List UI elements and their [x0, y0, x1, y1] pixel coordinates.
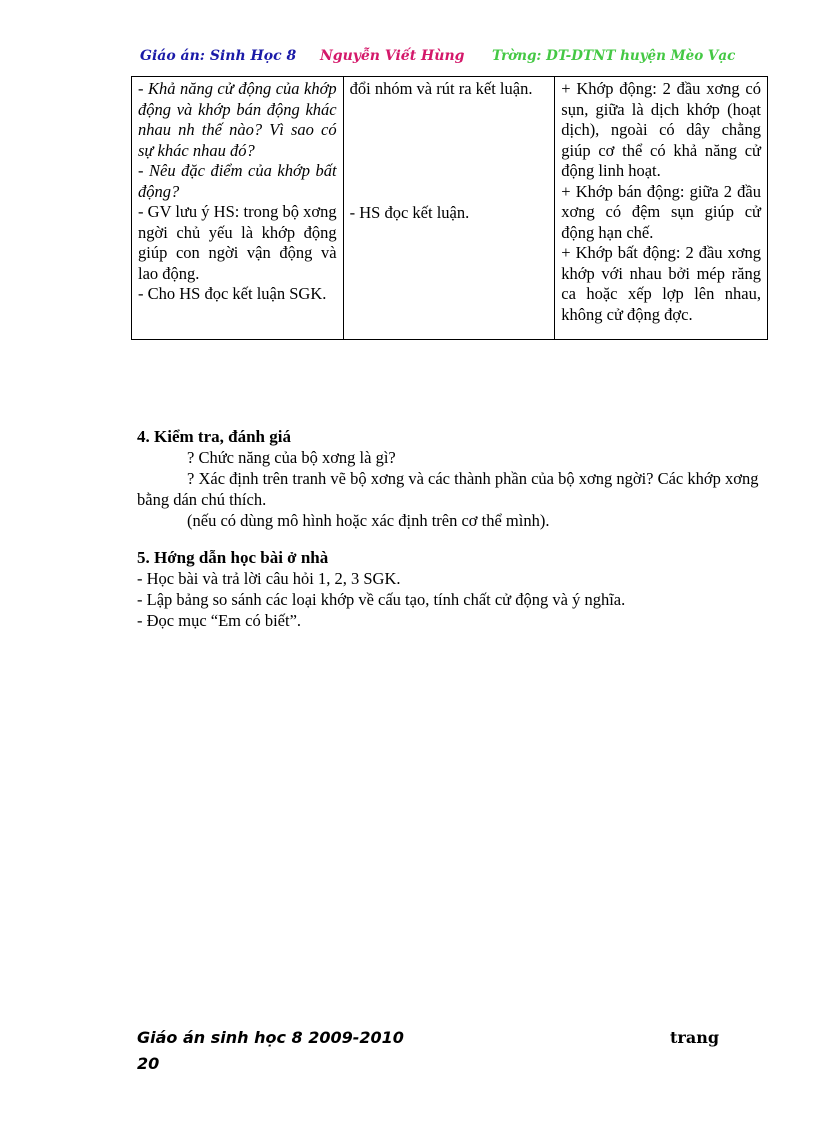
- lesson-table: [131, 76, 768, 340]
- teacher-activity-cell: [132, 77, 344, 340]
- student-activity-cell: [343, 77, 555, 340]
- page-header: [140, 46, 780, 70]
- section-assessment: [137, 426, 777, 531]
- footer-title: Giáo án sinh học 8 2009-2010: [137, 1028, 404, 1047]
- teacher-instruction: - Cho HS đọc kết luận SGK.: [138, 284, 327, 303]
- content-item-2: + Khớp bán động: giữa 2 đầu xơng có đệm sụn giúp cử động hạn chế.: [561, 181, 761, 242]
- page-footer: [137, 1028, 737, 1078]
- footer-page-number: 20: [137, 1054, 160, 1073]
- section-homework: [137, 547, 777, 631]
- footer-page-label: trang: [670, 1028, 720, 1047]
- header-teacher: Nguyễn Viết Hùng: [320, 48, 465, 64]
- table-row: [132, 77, 768, 340]
- assessment-question-2: ? Xác định trên tranh vẽ bộ xơng và các thành phần của bộ xơng ngời? Các khớp xơng bằng dán chú thích.: [137, 469, 759, 509]
- assessment-question-3: (nếu có dùng mô hình hoặc xác định trên cơ thể mình).: [187, 511, 550, 530]
- content-item-1: + Khớp động: 2 đầu xơng có sụn, giữa là dịch khớp (hoạt dịch), ngoài có dây chằng giúp cơ thể có khả năng cử động linh hoạt.: [561, 79, 761, 180]
- homework-item-1: - Học bài và trả lời câu hỏi 1, 2, 3 SGK.: [137, 569, 401, 588]
- student-activity-1: đổi nhóm và rút ra kết luận.: [349, 79, 533, 98]
- section-5-title: 5. Hớng dẫn học bài ở nhà: [137, 548, 329, 567]
- student-activity-2: - HS đọc kết luận.: [349, 202, 470, 222]
- header-subject: Giáo án: Sinh Học 8: [140, 48, 297, 64]
- teacher-question-1: - Khả năng cử động của khớp động và khớp bán động khác nhau nh thế nào? Vì sao có sự khác nhau đó?: [138, 79, 337, 160]
- homework-item-2: - Lập bảng so sánh các loại khớp về cấu tạo, tính chất cử động và ý nghĩa.: [137, 590, 626, 609]
- teacher-note: - GV lưu ý HS: trong bộ xơng ngời chủ yếu là khớp động giúp con ngời vận động và lao động.: [138, 202, 337, 283]
- section-4-title: 4. Kiểm tra, đánh giá: [137, 427, 291, 446]
- content-item-3: + Khớp bất động: 2 đầu xơng khớp với nhau bởi mép răng ca hoặc xếp lợp lên nhau, không cử động đợc.: [561, 243, 761, 324]
- content-cell: [555, 77, 768, 340]
- teacher-question-2: - Nêu đặc điểm của khớp bất động?: [138, 161, 337, 201]
- assessment-question-1: ? Chức năng của bộ xơng là gì?: [187, 448, 396, 467]
- header-school: Trờng: DT-DTNT huyện Mèo Vạc: [492, 48, 736, 64]
- homework-item-3: - Đọc mục “Em có biết”.: [137, 611, 302, 630]
